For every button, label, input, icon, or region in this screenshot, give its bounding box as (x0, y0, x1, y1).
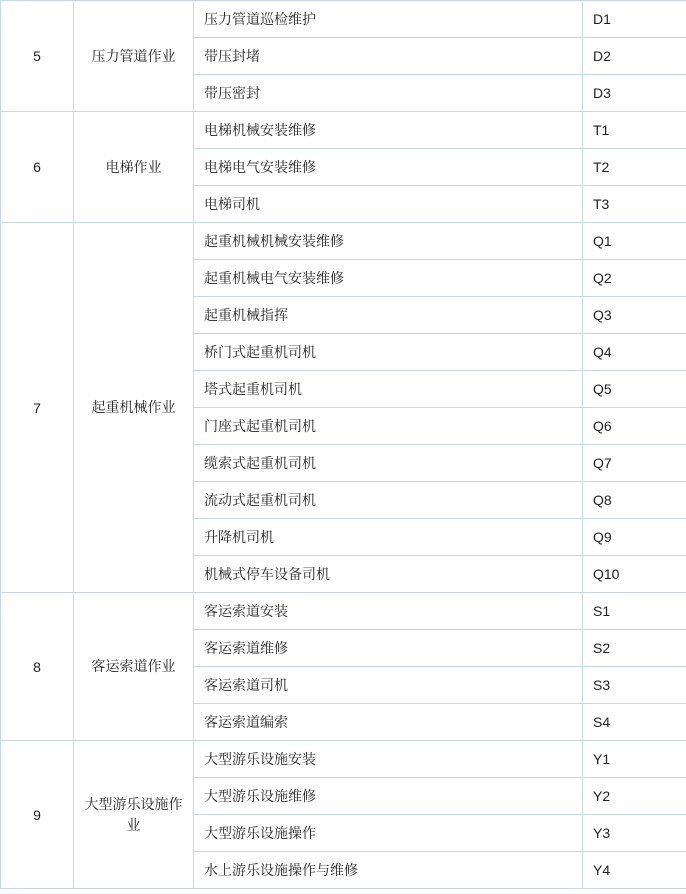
table-row (1, 223, 686, 260)
row-code: Q7 (583, 445, 686, 482)
row-category: 起重机械作业 (74, 223, 194, 593)
row-category: 压力管道作业 (74, 1, 194, 112)
row-category: 大型游乐设施作业 (74, 741, 194, 889)
row-code: D2 (583, 38, 686, 75)
row-code: Y3 (583, 815, 686, 852)
row-code: Y1 (583, 741, 686, 778)
row-index: 6 (1, 112, 74, 223)
row-index: 5 (1, 1, 74, 112)
row-code: Q1 (583, 223, 686, 260)
row-item: 电梯机械安装维修 (194, 112, 583, 149)
row-item: 起重机械机械安装维修 (194, 223, 583, 260)
row-index: 8 (1, 593, 74, 741)
row-code: Q8 (583, 482, 686, 519)
row-code: Q10 (583, 556, 686, 593)
row-code: T2 (583, 149, 686, 186)
row-index: 7 (1, 223, 74, 593)
row-item: 大型游乐设施操作 (194, 815, 583, 852)
row-code: T3 (583, 186, 686, 223)
row-item: 大型游乐设施维修 (194, 778, 583, 815)
row-item: 客运索道编索 (194, 704, 583, 741)
row-category: 电梯作业 (74, 112, 194, 223)
row-item: 流动式起重机司机 (194, 482, 583, 519)
row-code: Q9 (583, 519, 686, 556)
row-item: 桥门式起重机司机 (194, 334, 583, 371)
row-item: 机械式停车设备司机 (194, 556, 583, 593)
row-code: Y4 (583, 852, 686, 889)
row-item: 水上游乐设施操作与维修 (194, 852, 583, 889)
row-code: S4 (583, 704, 686, 741)
row-code: T1 (583, 112, 686, 149)
row-item: 起重机械电气安装维修 (194, 260, 583, 297)
row-code: Q2 (583, 260, 686, 297)
table-body (1, 1, 686, 889)
row-item: 带压密封 (194, 75, 583, 112)
row-item: 大型游乐设施安装 (194, 741, 583, 778)
row-code: Q5 (583, 371, 686, 408)
row-code: Q3 (583, 297, 686, 334)
table-row (1, 112, 686, 149)
row-item: 缆索式起重机司机 (194, 445, 583, 482)
table-row (1, 1, 686, 38)
row-code: Y2 (583, 778, 686, 815)
row-code: S2 (583, 630, 686, 667)
row-code: S1 (583, 593, 686, 630)
row-code: S3 (583, 667, 686, 704)
row-item: 升降机司机 (194, 519, 583, 556)
row-category: 客运索道作业 (74, 593, 194, 741)
row-item: 客运索道维修 (194, 630, 583, 667)
row-item: 塔式起重机司机 (194, 371, 583, 408)
row-item: 客运索道安装 (194, 593, 583, 630)
row-item: 门座式起重机司机 (194, 408, 583, 445)
table-row (1, 741, 686, 778)
row-index: 9 (1, 741, 74, 889)
row-item: 电梯司机 (194, 186, 583, 223)
row-item: 客运索道司机 (194, 667, 583, 704)
row-item: 压力管道巡检维护 (194, 1, 583, 38)
row-code: Q6 (583, 408, 686, 445)
row-item: 电梯电气安装维修 (194, 149, 583, 186)
row-code: D3 (583, 75, 686, 112)
row-code: D1 (583, 1, 686, 38)
row-item: 带压封堵 (194, 38, 583, 75)
table-row (1, 593, 686, 630)
row-code: Q4 (583, 334, 686, 371)
row-item: 起重机械指挥 (194, 297, 583, 334)
